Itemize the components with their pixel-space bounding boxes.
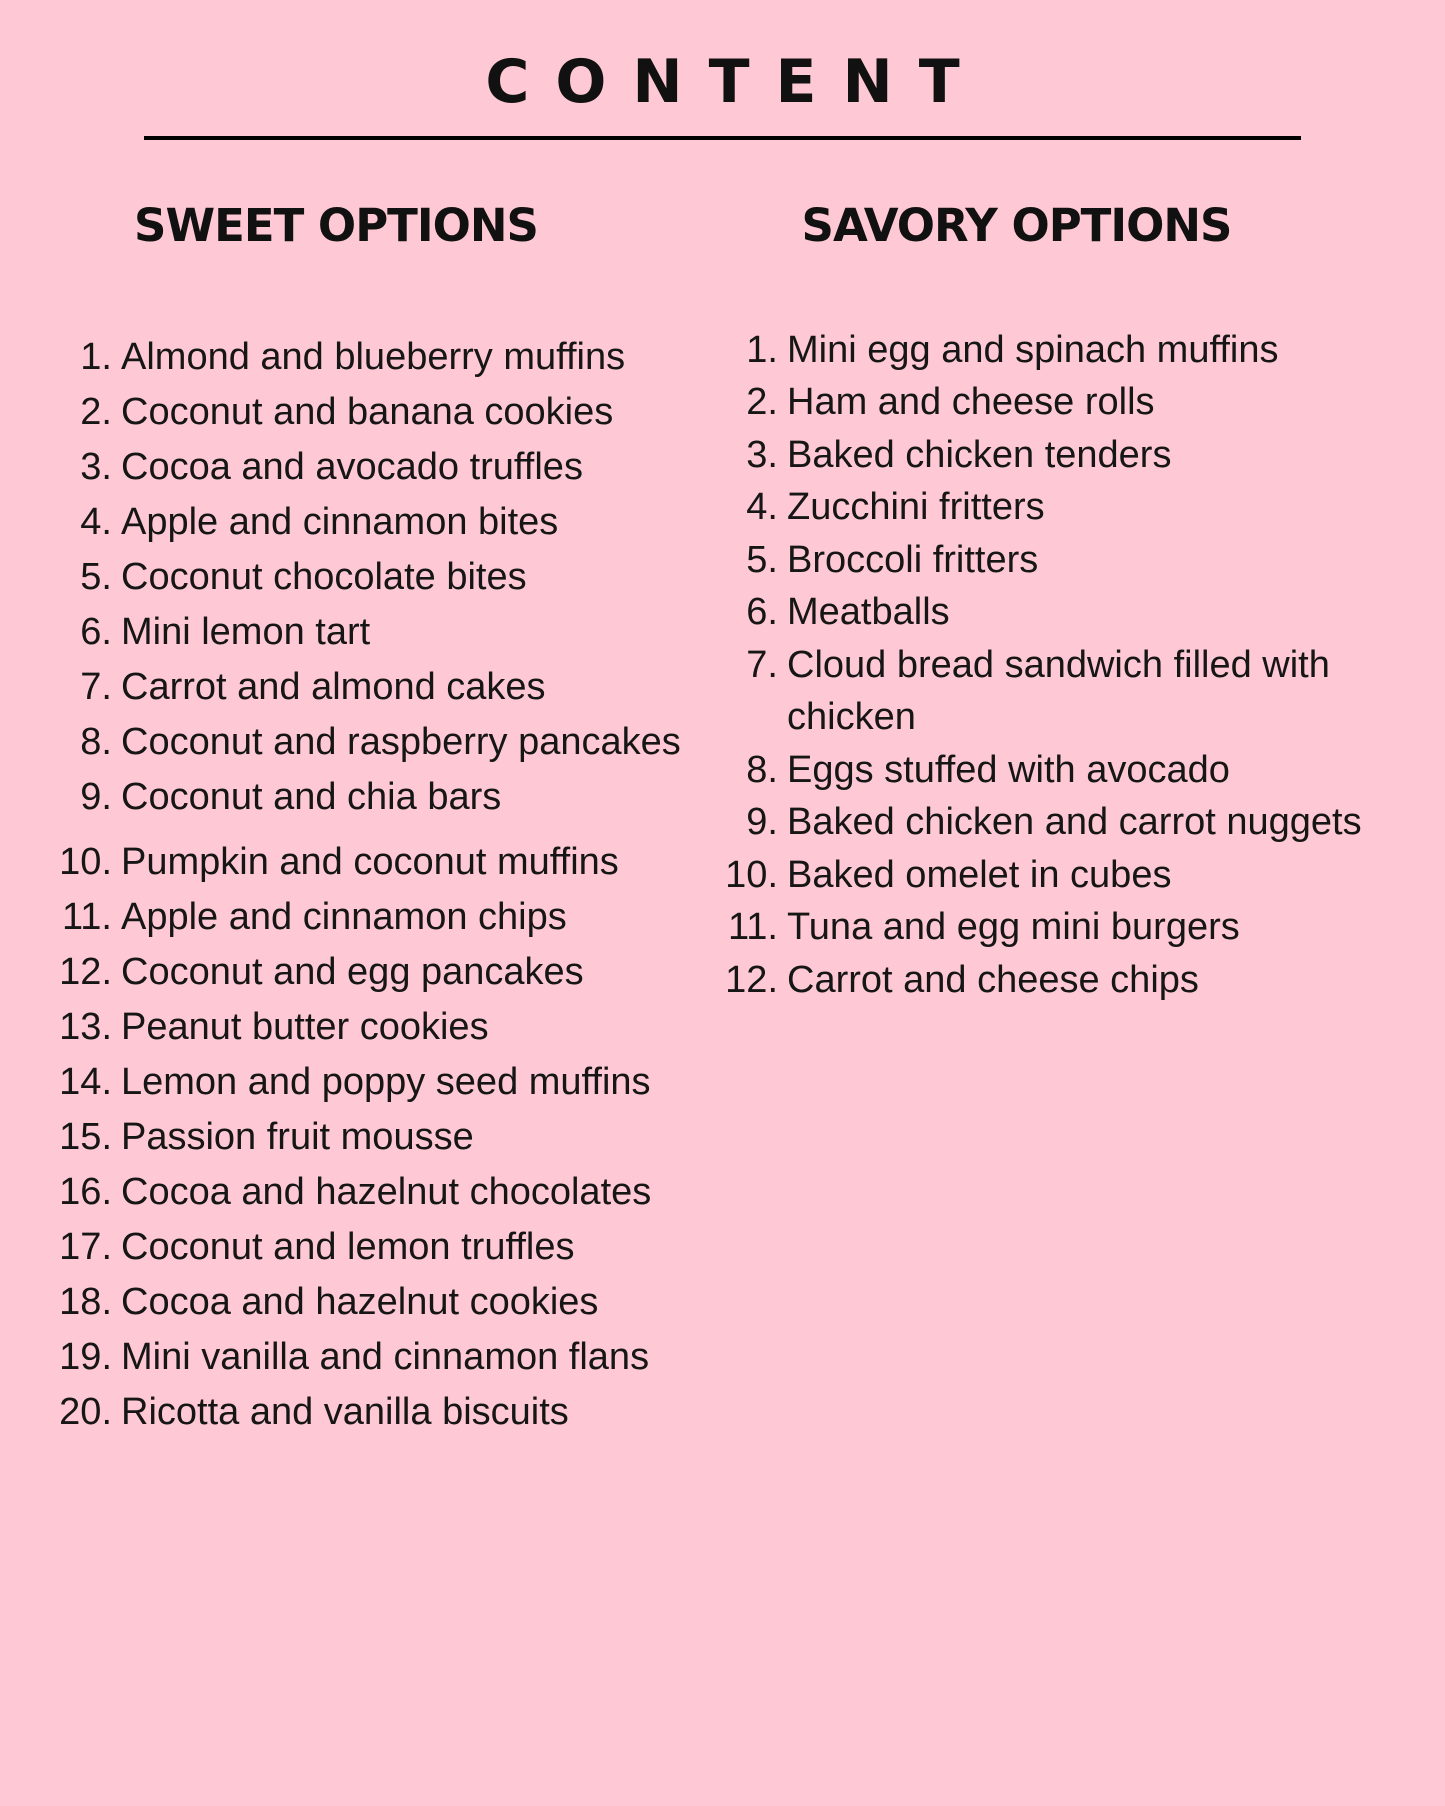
list-item	[620, 954, 1413, 1007]
item-label: Baked chicken and carrot nuggets	[787, 801, 1362, 844]
item-label: Lemon and poppy seed muffins	[121, 1060, 651, 1103]
list-item	[52, 660, 620, 715]
item-number: 2.	[80, 390, 112, 433]
list-item	[620, 744, 1413, 797]
list-item	[52, 1000, 620, 1055]
item-label: Meatballs	[787, 591, 950, 634]
list-item	[52, 605, 620, 660]
list-item	[620, 849, 1413, 902]
item-label: Coconut chocolate bites	[121, 555, 527, 598]
options-columns	[0, 200, 1445, 1440]
item-label: Baked omelet in cubes	[787, 853, 1172, 896]
list-item	[620, 376, 1413, 429]
item-number: 12.	[59, 950, 112, 993]
list-item	[52, 1220, 620, 1275]
item-number: 8.	[80, 720, 112, 763]
item-number: 1.	[80, 335, 112, 378]
item-number: 5.	[80, 555, 112, 598]
item-number: 6.	[746, 591, 778, 634]
list-item	[52, 1385, 620, 1440]
sweet-options-section	[0, 199, 681, 1440]
item-number: 3.	[80, 445, 112, 488]
item-label: Tuna and egg mini burgers	[787, 906, 1240, 949]
item-label: Eggs stuffed with avocado	[787, 748, 1230, 791]
sweet-options-heading: SWEET OPTIONS	[134, 199, 538, 252]
item-number: 11.	[727, 906, 778, 949]
page-title-text: CONTENT	[485, 47, 986, 117]
list-item	[52, 330, 626, 385]
list-item	[620, 796, 1413, 849]
list-item	[52, 715, 681, 770]
item-number: 14.	[59, 1060, 112, 1103]
item-number: 9.	[80, 775, 112, 818]
list-item	[52, 1330, 650, 1385]
list-item	[52, 1110, 620, 1165]
list-item	[620, 324, 1413, 377]
list-item	[52, 495, 620, 550]
item-label: Ham and cheese rolls	[787, 381, 1155, 424]
item-number: 1.	[746, 328, 778, 371]
list-item	[52, 1165, 652, 1220]
item-label: Broccoli fritters	[787, 538, 1039, 581]
item-number: 13.	[59, 1005, 112, 1048]
list-item	[620, 534, 1413, 587]
item-number: 2.	[746, 381, 778, 424]
item-label: Coconut and banana cookies	[121, 390, 614, 433]
item-number: 7.	[746, 643, 778, 686]
item-number: 4.	[746, 486, 778, 529]
item-number: 7.	[80, 665, 112, 708]
savory-options-list	[620, 324, 1413, 1007]
item-number: 10.	[59, 840, 112, 883]
item-label: Peanut butter cookies	[121, 1005, 489, 1048]
list-item	[52, 835, 620, 890]
item-number: 15.	[59, 1115, 112, 1158]
list-item	[52, 770, 620, 825]
item-label: Cocoa and avocado truffles	[121, 445, 583, 488]
title-underline	[144, 136, 1301, 140]
item-number: 12.	[725, 958, 778, 1001]
item-number: 8.	[746, 748, 778, 791]
item-label: Cocoa and hazelnut cookies	[121, 1280, 599, 1323]
list-item	[620, 901, 1413, 954]
item-number: 17.	[59, 1225, 112, 1268]
item-label: Zucchini fritters	[787, 486, 1045, 529]
item-label: Cloud bread sandwich filled with chicken	[787, 643, 1330, 739]
item-label: Almond and blueberry muffins	[121, 335, 626, 378]
list-item	[52, 385, 620, 440]
item-label: Apple and cinnamon chips	[121, 895, 567, 938]
list-item	[52, 1055, 651, 1110]
list-item	[620, 429, 1413, 482]
item-label: Passion fruit mousse	[121, 1115, 474, 1158]
item-number: 6.	[80, 610, 112, 653]
item-label: Coconut and lemon truffles	[121, 1225, 575, 1268]
item-label: Mini vanilla and cinnamon flans	[121, 1335, 650, 1378]
item-label: Carrot and almond cakes	[121, 665, 546, 708]
item-number: 9.	[746, 801, 778, 844]
item-label: Coconut and chia bars	[121, 775, 502, 818]
page-title	[0, 0, 1445, 117]
list-item	[52, 1275, 620, 1330]
item-label: Apple and cinnamon bites	[121, 500, 559, 543]
item-label: Cocoa and hazelnut chocolates	[121, 1170, 652, 1213]
list-item	[52, 945, 620, 1000]
list-item	[620, 639, 1413, 744]
list-item	[52, 890, 620, 945]
item-number: 10.	[725, 853, 778, 896]
savory-options-heading: SAVORY OPTIONS	[801, 199, 1232, 252]
item-label: Baked chicken tenders	[787, 433, 1172, 476]
item-label: Coconut and raspberry pancakes	[121, 720, 681, 763]
savory-options-section	[620, 200, 1445, 1440]
item-number: 19.	[59, 1335, 112, 1378]
item-number: 18.	[59, 1280, 112, 1323]
item-label: Mini lemon tart	[121, 610, 371, 653]
item-label: Mini egg and spinach muffins	[787, 328, 1279, 371]
item-number: 16.	[59, 1170, 112, 1213]
item-number: 11.	[61, 895, 112, 938]
list-item	[52, 440, 620, 495]
item-label: Carrot and cheese chips	[787, 958, 1199, 1001]
item-number: 4.	[80, 500, 112, 543]
item-number: 20.	[59, 1390, 112, 1433]
item-label: Coconut and egg pancakes	[121, 950, 584, 993]
item-number: 5.	[746, 538, 778, 581]
list-item	[52, 550, 620, 605]
list-item	[620, 481, 1413, 534]
sweet-options-list	[52, 330, 681, 1440]
item-label: Pumpkin and coconut muffins	[121, 840, 619, 883]
item-label: Ricotta and vanilla biscuits	[121, 1390, 569, 1433]
item-number: 3.	[746, 433, 778, 476]
list-item	[620, 586, 1413, 639]
